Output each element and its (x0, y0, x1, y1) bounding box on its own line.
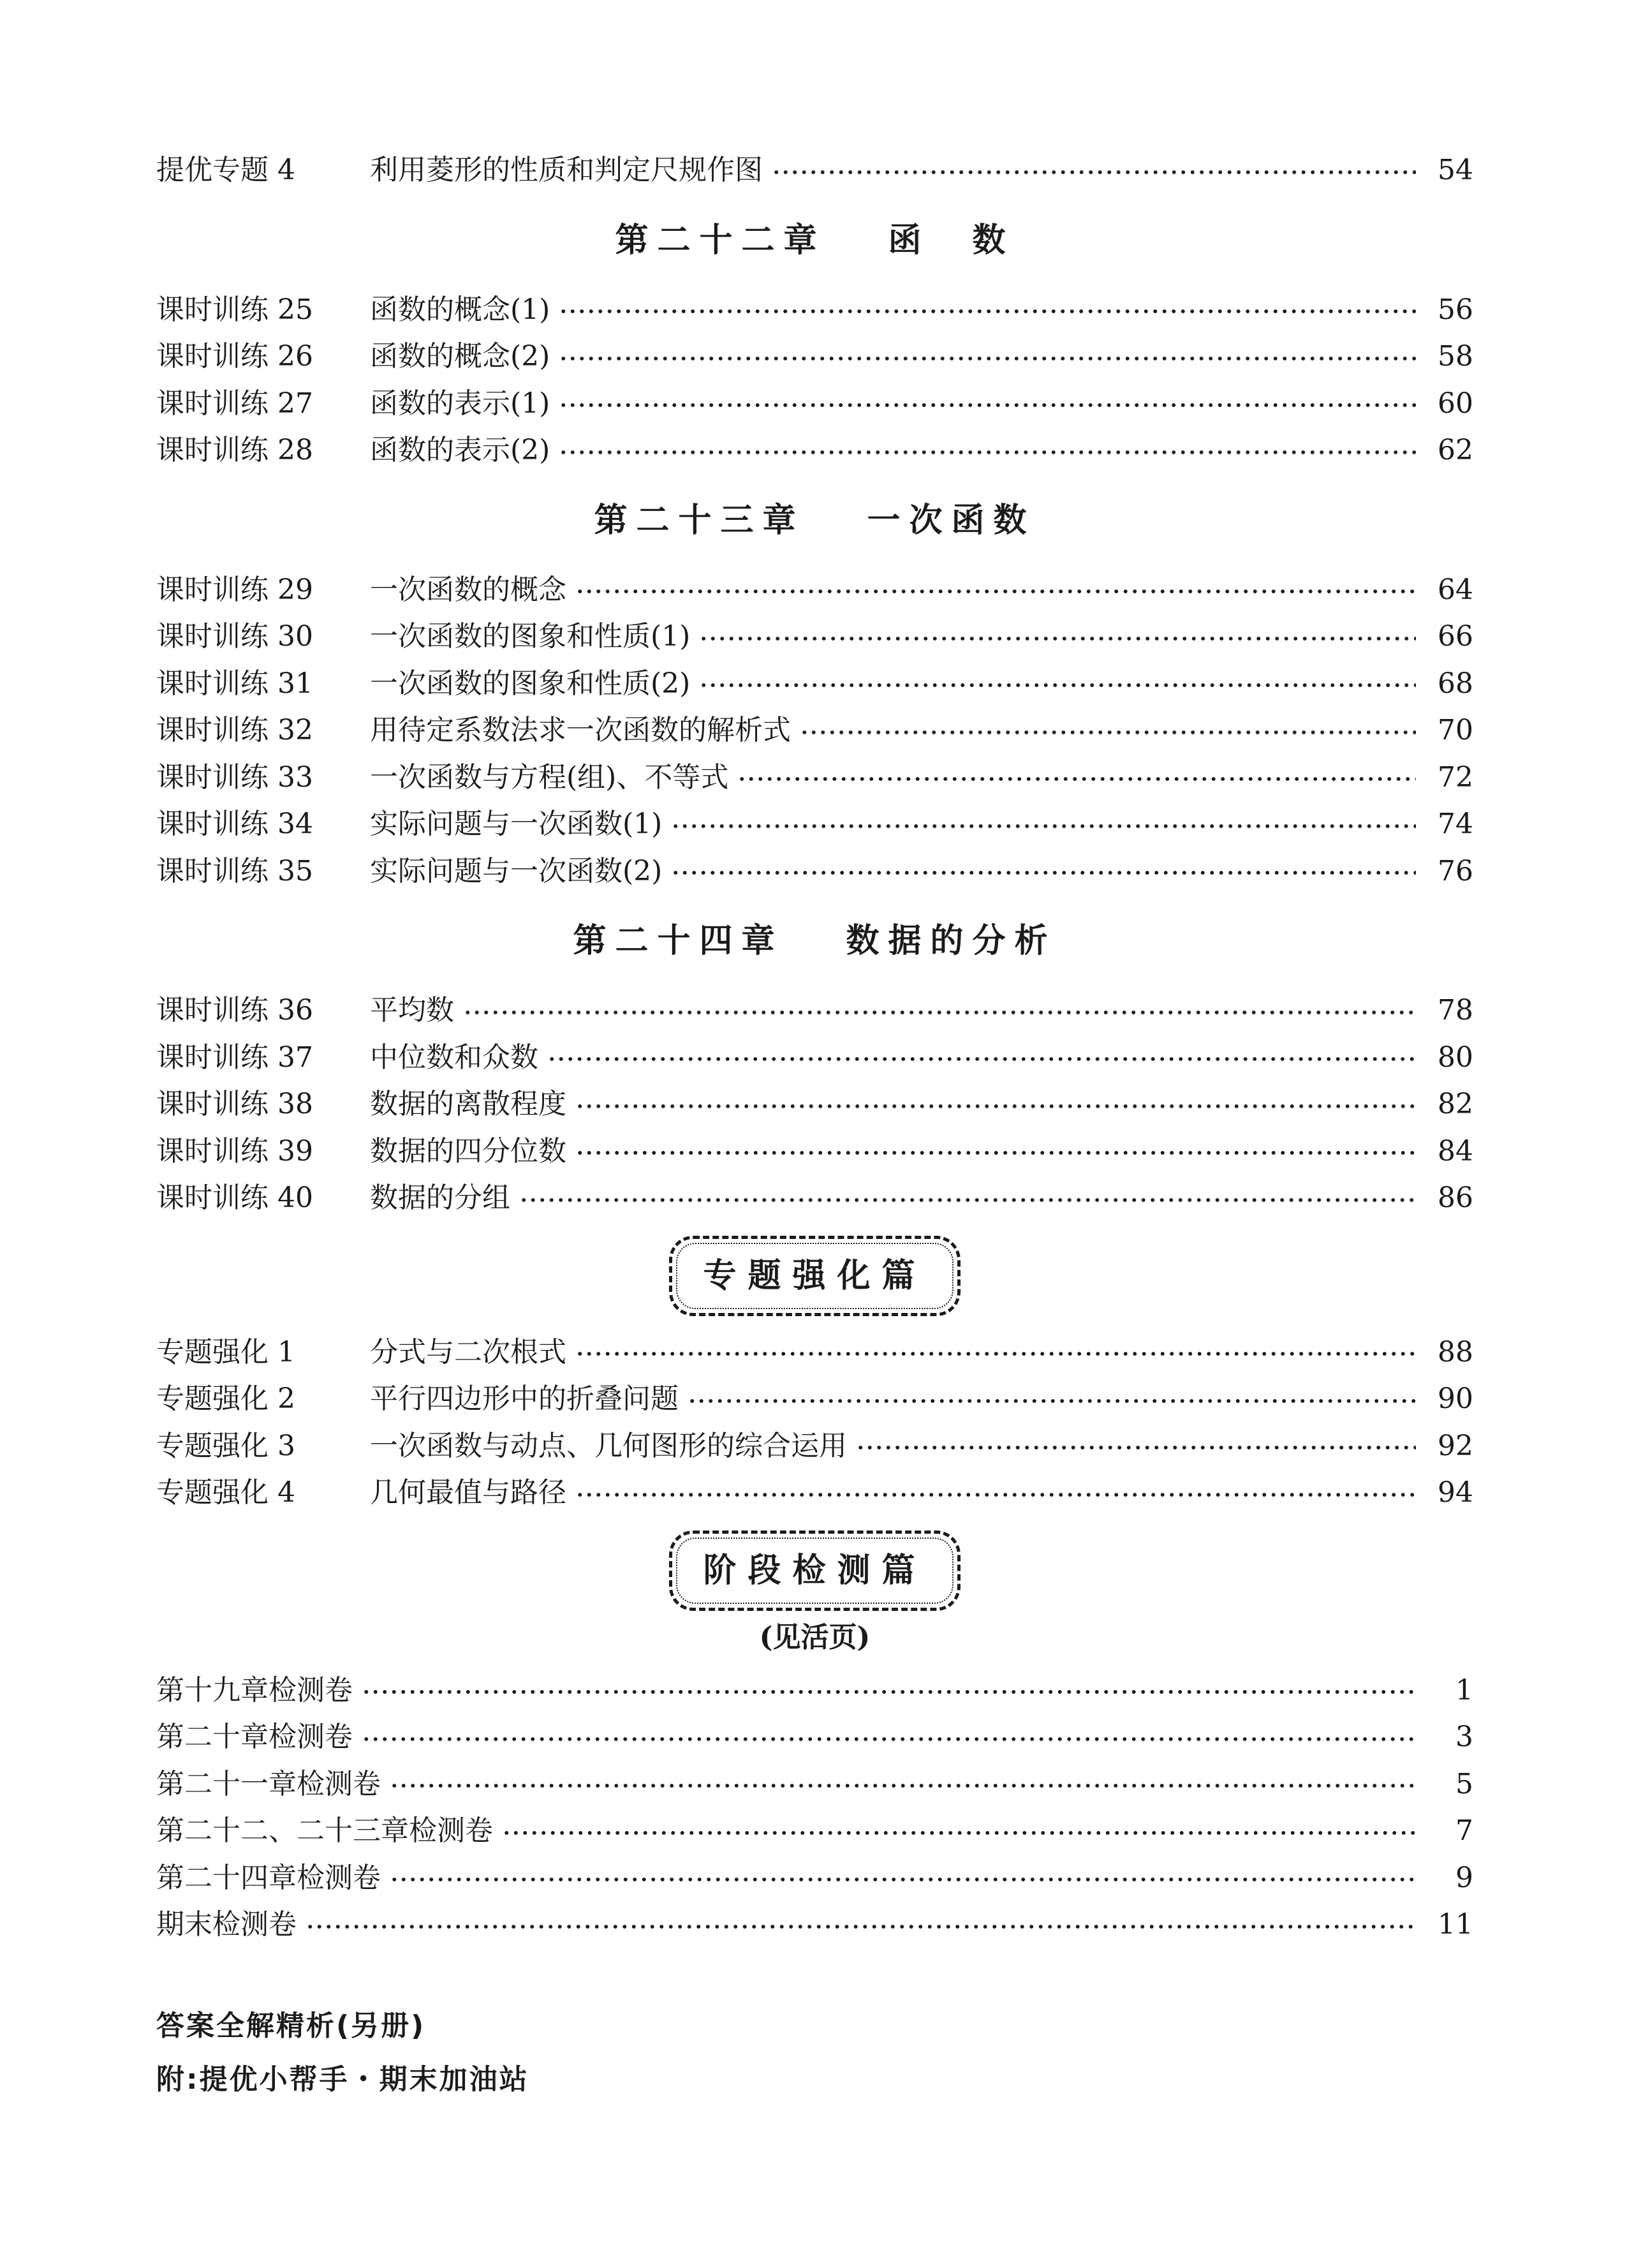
toc-entry[interactable] (156, 801, 1473, 848)
chapter-23 (156, 474, 1473, 895)
entry-label: 课时训练 40 (156, 1182, 313, 1214)
chapter-22 (156, 194, 1473, 474)
entry-title: 平均数 (370, 994, 454, 1027)
toc-entry[interactable] (156, 1667, 1473, 1714)
toc-entry[interactable] (156, 1375, 1473, 1423)
entry-page: 60 (1438, 387, 1473, 420)
entry-title: 一次函数与方程(组)、不等式 (370, 760, 729, 794)
entry-label: 专题强化 3 (156, 1429, 295, 1462)
entry-label: 课时训练 28 (156, 434, 313, 466)
entry-title: 函数的表示(2) (370, 434, 550, 466)
toc-entry[interactable] (156, 1714, 1473, 1761)
entry-title: 第二十四章检测卷 (156, 1861, 381, 1894)
section-frame (669, 1236, 960, 1316)
dot-leader (737, 776, 1416, 782)
entry-page: 11 (1438, 1908, 1473, 1941)
entry-page: 76 (1438, 854, 1473, 887)
entry-title: 利用菱形的性质和判定尺规作图 (370, 154, 763, 186)
dot-leader (800, 729, 1416, 736)
entry-title: 一次函数的图象和性质(1) (370, 620, 691, 653)
entry-page: 66 (1438, 620, 1473, 653)
entry-title: 几何最值与路径 (370, 1476, 566, 1509)
entry-page: 90 (1438, 1382, 1473, 1415)
section-heading: 阶段检测篇 (703, 1550, 927, 1590)
toc-entry[interactable] (156, 987, 1473, 1034)
entry-label: 课时训练 39 (156, 1134, 313, 1167)
entry-title: 数据的分组 (370, 1182, 510, 1214)
entry-title: 第二十二、二十三章检测卷 (156, 1814, 493, 1847)
chapter-24 (156, 894, 1473, 1222)
toc-entry[interactable] (156, 286, 1473, 334)
dot-leader (390, 1876, 1416, 1883)
table-of-contents (156, 147, 1473, 2107)
toc-entry[interactable] (156, 613, 1473, 660)
entry-title: 函数的概念(1) (370, 293, 550, 326)
entry-title: 用待定系数法求一次函数的解析式 (370, 714, 791, 746)
chapter-heading: 第二十四章 数据的分析 (573, 921, 1057, 960)
entry-title: 平行四边形中的折叠问题 (370, 1382, 679, 1415)
entry-page: 84 (1438, 1134, 1473, 1167)
appendix-note: 附:提优小帮手・期末加油站 (156, 2063, 529, 2096)
dot-leader (575, 1150, 1416, 1156)
dot-leader (519, 1197, 1416, 1203)
toc-entry[interactable] (156, 147, 1473, 194)
entry-label: 课时训练 29 (156, 573, 313, 606)
toc-entry[interactable] (156, 1761, 1473, 1808)
entry-title: 中位数和众数 (370, 1041, 538, 1074)
dot-leader (699, 635, 1416, 642)
dot-leader (559, 308, 1416, 315)
dot-leader (671, 823, 1416, 829)
entry-label: 课时训练 36 (156, 994, 313, 1027)
dot-leader (559, 355, 1416, 362)
entry-label: 课时训练 34 (156, 808, 313, 840)
dot-leader (362, 1689, 1416, 1695)
entry-title: 第二十章检测卷 (156, 1721, 353, 1753)
entry-label: 专题强化 2 (156, 1382, 295, 1415)
entry-page: 56 (1438, 293, 1473, 326)
entry-title: 期末检测卷 (156, 1908, 297, 1941)
entry-label: 专题强化 1 (156, 1335, 295, 1368)
toc-entry[interactable] (156, 1901, 1473, 1948)
entry-title: 数据的离散程度 (370, 1088, 566, 1120)
toc-entry[interactable] (156, 1175, 1473, 1222)
dot-leader (688, 1398, 1416, 1404)
toc-entry[interactable] (156, 1855, 1473, 1902)
entry-page: 9 (1455, 1861, 1473, 1894)
toc-entry[interactable] (156, 1034, 1473, 1081)
toc-entry[interactable] (156, 1128, 1473, 1175)
entry-page: 80 (1438, 1041, 1473, 1074)
entry-title: 一次函数与动点、几何图形的综合运用 (370, 1429, 847, 1462)
toc-entry[interactable] (156, 707, 1473, 754)
entry-label: 课时训练 26 (156, 340, 313, 373)
dot-leader (463, 1009, 1416, 1016)
dot-leader (772, 169, 1416, 175)
entry-title: 数据的四分位数 (370, 1134, 566, 1167)
entry-page: 70 (1438, 714, 1473, 746)
dot-leader (306, 1923, 1416, 1930)
entry-title: 函数的表示(1) (370, 387, 550, 420)
entry-title: 第二十一章检测卷 (156, 1767, 381, 1800)
entry-page: 1 (1455, 1673, 1473, 1707)
entry-title: 一次函数的图象和性质(2) (370, 667, 691, 700)
entry-label: 课时训练 35 (156, 854, 313, 887)
entry-title: 分式与二次根式 (370, 1335, 566, 1368)
entry-title: 实际问题与一次函数(2) (370, 854, 663, 887)
dot-leader (699, 682, 1416, 688)
entry-page: 68 (1438, 667, 1473, 700)
entry-page: 78 (1438, 994, 1473, 1027)
entry-label: 专题强化 4 (156, 1476, 295, 1509)
entry-page: 5 (1455, 1767, 1473, 1800)
entry-page: 58 (1438, 340, 1473, 373)
dot-leader (671, 870, 1416, 876)
entry-label: 课时训练 30 (156, 620, 313, 653)
dot-leader (559, 449, 1416, 456)
entry-label: 课时训练 27 (156, 387, 313, 420)
entry-page: 88 (1438, 1335, 1473, 1368)
dot-leader (390, 1783, 1416, 1789)
entry-label: 课时训练 33 (156, 760, 313, 794)
section-frame (669, 1531, 960, 1611)
toc-entry[interactable] (156, 1329, 1473, 1376)
dot-leader (559, 402, 1416, 408)
entry-label: 课时训练 38 (156, 1088, 313, 1120)
toc-entry[interactable] (156, 660, 1473, 708)
toc-entry[interactable] (156, 1423, 1473, 1470)
toc-entry[interactable] (156, 1081, 1473, 1128)
test-section (156, 1516, 1473, 1948)
section-heading: 专题强化篇 (703, 1256, 927, 1295)
toc-entry[interactable] (156, 427, 1473, 474)
footer-notes (156, 1999, 1473, 2107)
entry-page: 7 (1455, 1814, 1473, 1847)
section-note: (见活页) (759, 1620, 871, 1654)
toc-entry[interactable] (156, 754, 1473, 801)
entry-page: 64 (1438, 573, 1473, 606)
dot-leader (502, 1830, 1416, 1836)
entry-page: 54 (1438, 154, 1473, 186)
answer-key-note: 答案全解精析(另册) (156, 2009, 426, 2042)
entry-page: 86 (1438, 1182, 1473, 1214)
dot-leader (575, 1351, 1416, 1357)
entry-title: 实际问题与一次函数(1) (370, 808, 663, 840)
dot-leader (575, 588, 1416, 595)
dot-leader (575, 1103, 1416, 1109)
toc-entry[interactable] (156, 380, 1473, 427)
entry-page: 82 (1438, 1088, 1473, 1120)
toc-entry[interactable] (156, 1469, 1473, 1516)
entry-title: 函数的概念(2) (370, 340, 550, 373)
dot-leader (856, 1444, 1416, 1451)
entry-page: 3 (1455, 1721, 1473, 1753)
entry-label: 课时训练 37 (156, 1041, 313, 1074)
dot-leader (547, 1056, 1416, 1062)
entry-page: 94 (1438, 1476, 1473, 1509)
toc-entry[interactable] (156, 333, 1473, 380)
entry-label: 课时训练 31 (156, 667, 313, 700)
dot-leader (362, 1736, 1416, 1742)
toc-entry[interactable] (156, 1807, 1473, 1855)
entry-page: 92 (1438, 1429, 1473, 1462)
chapter-heading: 第二十二章 函 数 (615, 220, 1015, 260)
entry-label: 课时训练 25 (156, 293, 313, 326)
toc-entry[interactable] (156, 567, 1473, 614)
entry-title: 第十九章检测卷 (156, 1673, 353, 1707)
chapter-heading: 第二十三章 一次函数 (594, 500, 1036, 540)
entry-page: 62 (1438, 434, 1473, 466)
entry-label: 提优专题 4 (156, 154, 295, 186)
special-section (156, 1222, 1473, 1516)
entry-page: 74 (1438, 808, 1473, 840)
entry-title: 一次函数的概念 (370, 573, 566, 606)
toc-entry[interactable] (156, 848, 1473, 895)
dot-leader (575, 1492, 1416, 1498)
entry-label: 课时训练 32 (156, 714, 313, 746)
entry-page: 72 (1438, 760, 1473, 794)
